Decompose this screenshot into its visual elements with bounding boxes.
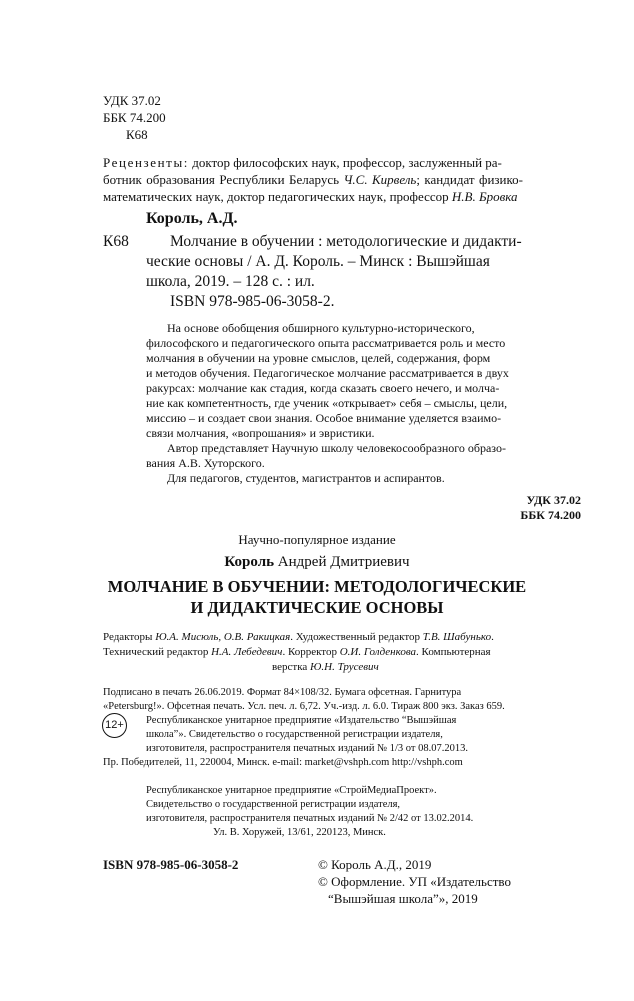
abstract-line-11: Для педагогов, студентов, магистрантов и аспирантов. <box>167 471 445 485</box>
reviewers-label: Рецензенты: <box>103 155 190 170</box>
copyright-author: © Король А.Д., 2019 <box>318 857 432 872</box>
reviewers-line-3 <box>103 188 518 205</box>
editors-text-2: . Художественный редактор <box>290 631 423 643</box>
editors-text-6: . Компьютерная <box>416 646 491 658</box>
publisher-line-4: Пр. Победителей, 11, 220004, Минск. e-mail: market@vshph.com http://vshph.com <box>103 757 463 768</box>
copyright-publisher: “Вышэйшая школа”», 2019 <box>328 891 478 906</box>
editors-names: Ю.А. Мисюль, О.В. Ракицкая <box>155 631 291 643</box>
author-surname: Король <box>224 554 275 570</box>
reviewer-name-1: Ч.С. Кирвель <box>343 172 417 187</box>
editors-text-7: верстка <box>272 661 311 673</box>
editors-line-1 <box>103 630 494 645</box>
header-bbk: ББК 74.200 <box>103 110 166 125</box>
publisher-line-2: школа”». Свидетельство о государственной регистрации издателя, <box>146 729 443 740</box>
author-full-name <box>0 553 634 572</box>
biblio-isbn: ISBN 978-985-06-3058-2. <box>170 293 335 310</box>
editors-text-1: Редакторы <box>103 631 156 643</box>
title-line-2: И ДИДАКТИЧЕСКИЕ ОСНОВЫ <box>190 598 444 617</box>
abstract-line-6: ние как компетентность, где ученик «открывает» себя – смыслы, цели, <box>146 396 508 410</box>
abstract-line-10: вания А.В. Хуторского. <box>146 456 265 470</box>
author-given-names: Андрей Дмитриевич <box>274 554 410 570</box>
layout-name: Ю.Н. Трусевич <box>310 661 379 673</box>
abstract-line-3: молчания в обучении на уровне смыслов, целей, содержания, форм <box>146 351 491 365</box>
footer-isbn: ISBN 978-985-06-3058-2 <box>103 857 239 872</box>
printer-line-4: Ул. В. Хоружей, 13/61, 220123, Минск. <box>213 827 386 838</box>
reviewers-text-2b: ; кандидат физико- <box>416 172 523 187</box>
abstract-line-7: миссию – и создает свои знания. Особое внимание уделяется взаимо- <box>146 411 502 425</box>
reviewers-line-1 <box>103 154 502 171</box>
corrector-name: О.И. Голденкова <box>339 646 417 658</box>
header-code: К68 <box>126 127 148 142</box>
biblio-line-1: Молчание в обучении : методологические и дидакти- <box>170 233 522 250</box>
reviewers-text-2: ботник образования Республики Беларусь <box>103 172 344 187</box>
editors-text-4: Технический редактор <box>103 646 212 658</box>
tech-editor-name: Н.А. Лебедевич <box>211 646 283 658</box>
print-info-line-2: «Petersburg!». Офсетная печать. Усл. печ. л. 6,72. Уч.-изд. л. 6.0. Тираж 800 экз. Заказ 659. <box>103 701 505 712</box>
publisher-line-1: Республиканское унитарное предприятие «Издательство “Вышэйшая <box>146 715 457 726</box>
reviewer-name-2: Н.В. Бровка <box>451 189 518 204</box>
editors-line-3 <box>272 660 379 675</box>
biblio-line-2: ческие основы / А. Д. Король. – Минск : Вышэйшая <box>146 253 490 270</box>
biblio-line-3: школа, 2019. – 128 с. : ил. <box>146 273 315 290</box>
reviewers-line-2 <box>103 171 523 188</box>
editors-text-5: . Корректор <box>282 646 340 658</box>
abstract-line-1: На основе обобщения обширного культурно-исторического, <box>167 321 475 335</box>
class-udk: УДК 37.02 <box>526 493 581 507</box>
abstract-line-4: и методов обучения. Педагогическое молчание рассматривается в двух <box>146 366 509 380</box>
edition-type: Научно-популярное издание <box>238 532 396 547</box>
class-bbk: ББК 74.200 <box>520 508 581 522</box>
reviewers-text-1: доктор философских наук, профессор, заслуженный ра- <box>189 155 502 170</box>
publisher-line-3: изготовителя, распространителя печатных изданий № 1/3 от 08.07.2013. <box>146 743 468 754</box>
print-info-line-1: Подписано в печать 26.06.2019. Формат 84×108/32. Бумага офсетная. Гарнитура <box>103 687 462 698</box>
printer-line-2: Свидетельство о государственной регистрации издателя, <box>146 799 401 810</box>
printer-line-1: Республиканское унитарное предприятие «СтройМедиаПроект». <box>146 785 437 796</box>
title-line-1: МОЛЧАНИЕ В ОБУЧЕНИИ: МЕТОДОЛОГИЧЕСКИЕ <box>107 577 527 596</box>
abstract-line-8: связи молчания, «вопрошания» и эвристики. <box>146 426 375 440</box>
copyright-design: © Оформление. УП «Издательство <box>318 874 511 889</box>
abstract-line-2: философского и педагогического опыта рассматривается роль и место <box>146 336 506 350</box>
abstract-line-5: ракурсах: молчание как стадия, когда сказать своего нечего, и молча- <box>146 381 500 395</box>
age-rating-badge: 12+ <box>102 713 127 738</box>
printer-line-3: изготовителя, распространителя печатных изданий № 2/42 от 13.02.2014. <box>146 813 474 824</box>
art-editor-name: Т.В. Шабунько <box>422 631 492 643</box>
editors-line-2 <box>103 645 491 660</box>
header-udk: УДК 37.02 <box>103 93 161 108</box>
editors-text-3: . <box>491 631 494 643</box>
abstract-line-9: Автор представляет Научную школу человекосообразного образо- <box>167 441 506 455</box>
biblio-code: К68 <box>103 233 129 250</box>
biblio-author-heading: Король, А.Д. <box>146 210 238 227</box>
reviewers-text-3: математических наук, доктор педагогических наук, профессор <box>103 189 452 204</box>
